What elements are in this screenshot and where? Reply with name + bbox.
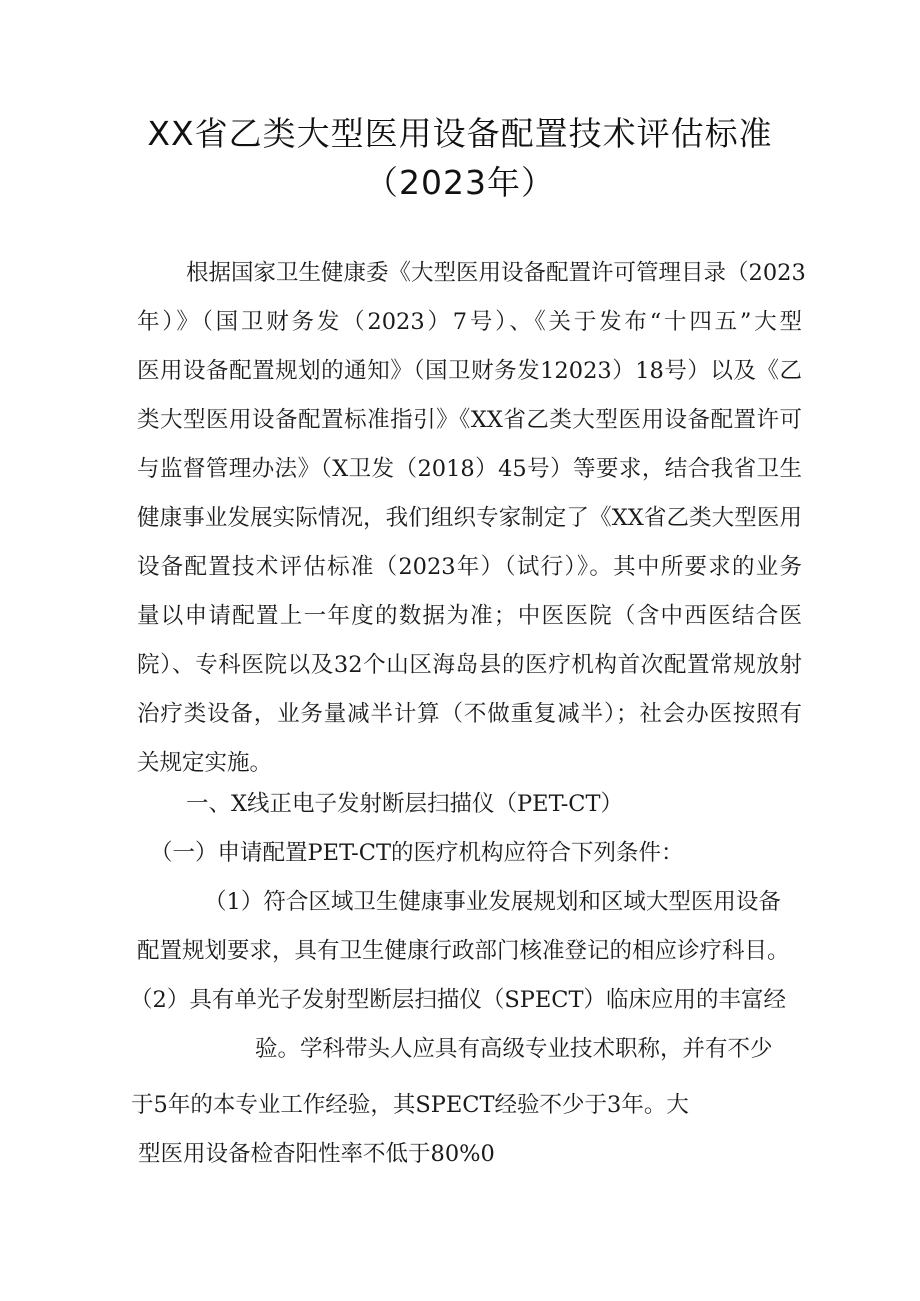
item-2-line-3: 于5年的本专业工作经验，其SPECT经验不少于3年。大	[131, 1092, 689, 1118]
item-1-line-1: （1）符合区域卫生健康事业发展规划和区域大型医用设备	[204, 889, 781, 915]
intro-line: 设备配置技术评估标准（2023年）（试行）》。其中所要求的业务	[137, 554, 802, 580]
intro-line: 类大型医用设备配置标准指引》《XX省乙类大型医用设备配置许可	[137, 407, 802, 433]
section-heading-pet-ct: 一、X线正电子发射断层扫描仪（PET-CT）	[186, 791, 624, 817]
intro-line: 根据国家卫生健康委《大型医用设备配置许可管理目录（2023	[186, 260, 806, 286]
intro-line: 治疗类设备，业务量减半计算（不做重复减半）；社会办医按照有	[137, 701, 802, 727]
item-2-line-4: 型医用设备检杳阳性率不低于80%0	[138, 1141, 495, 1167]
intro-line: 与监督管理办法》（X卫发（2018）45号）等要求，结合我省卫生	[137, 456, 802, 482]
intro-line: 健康事业发展实际情况，我们组织专家制定了《XX省乙类大型医用	[137, 505, 802, 531]
item-1-line-2: 配置规划要求，具有卫生健康行政部门核准登记的相应诊疗科目。	[137, 938, 790, 964]
intro-line: 年）》（国卫财务发（2023）7号）、《关于发布“十四五”大型	[137, 309, 802, 335]
item-2-line-2: 验。学科带头人应具有高级专业技术职称，并有不少	[255, 1036, 773, 1062]
intro-line: 量以申请配置上一年度的数据为准；中医医院（含中西医结合医	[137, 603, 802, 629]
intro-line: 关规定实施。	[137, 750, 273, 776]
document-title: XX省乙类大型医用设备配置技术评估标准	[147, 114, 773, 153]
document-title-year: （2023年）	[365, 163, 555, 202]
item-2-line-1: （2）具有单光子发射型断层扫描仪（SPECT）临床应用的丰富经	[130, 987, 787, 1013]
intro-line: 医用设备配置规划的通知》（国卫财务发12023）18号）以及《乙	[137, 358, 802, 384]
intro-line: 院）、专科医院以及32个山区海岛县的医疗机构首次配置常规放射	[137, 652, 802, 678]
subsection-heading-conditions: （一）申请配置PET-CT的医疗机构应符合下列条件：	[150, 840, 684, 866]
